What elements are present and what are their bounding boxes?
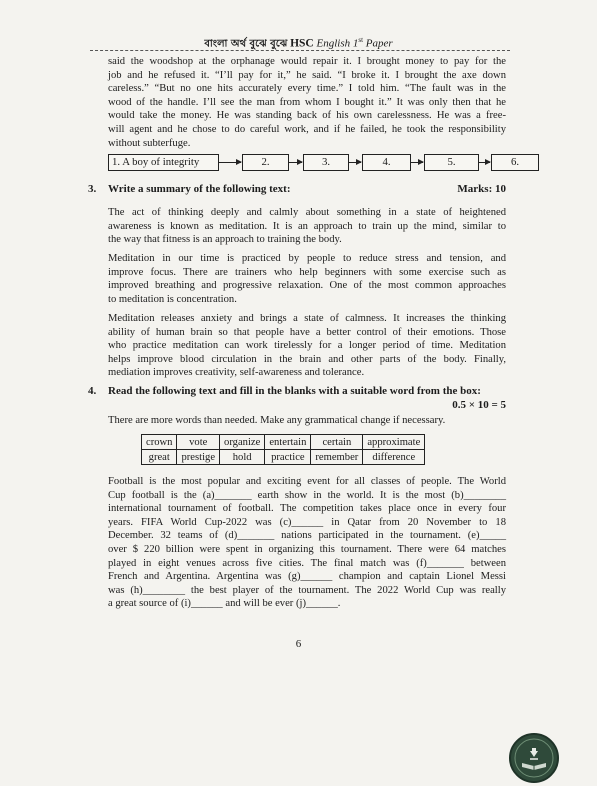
top-line: job and he refused it. “I’ll pay for it,” he said. “I broke it. I brought the axe down <box>108 69 506 81</box>
word-cell: great <box>142 450 177 465</box>
word-cell: difference <box>363 450 425 465</box>
q3-number: 3. <box>88 183 97 195</box>
page-number: 6 <box>295 638 302 650</box>
q4-note-text: There are more words than needed. Make any grammatical change if necessary. <box>108 415 446 426</box>
flow-arrow <box>411 162 423 163</box>
page-header <box>0 36 597 54</box>
word-cell: crown <box>142 435 177 450</box>
word-cell: remember <box>311 450 363 465</box>
q4-line: Football is the most popular and exciting event for all classes of people. The World <box>108 476 506 487</box>
q3-line: mediation improves creativity, self-awareness and tolerance. <box>108 367 365 379</box>
flow-box-1: 1. A boy of integrity <box>108 154 219 171</box>
q4-line: a great source of (i)______ and will be ever (j)______. <box>108 598 341 610</box>
top-line: will agent and he chose to do careful work, and if he failed, he took the responsibility <box>108 123 506 135</box>
flow-arrow <box>479 162 490 163</box>
top-line: said the woodshop at the orphanage would repair it. I brought money to pay for the <box>108 56 506 67</box>
q3-line: Meditation in our time is practiced by people to reduce stress and tension, and <box>108 253 506 264</box>
q3-line: improved breathing and progressive relaxation. One of the most common approaches <box>108 280 506 292</box>
word-cell: entertain <box>265 435 311 450</box>
word-cell: vote <box>177 435 220 450</box>
q4-passage <box>108 475 506 611</box>
word-cell: organize <box>220 435 265 450</box>
q3-line: ability of human brain so that people have a better control of their emotions. Those <box>108 326 506 338</box>
q4-line: December. 32 teams of (d)_______ nations participated in the tournament. (e)_____ <box>108 530 506 542</box>
word-cell: approximate <box>363 435 425 450</box>
header-bengali: বাংলা অর্থ বুঝে বুঝে <box>204 38 288 50</box>
q3-marks: Marks: 10 <box>457 183 506 195</box>
word-cell: certain <box>311 435 363 450</box>
word-box-row <box>142 435 425 450</box>
flow-arrow <box>289 162 302 163</box>
word-cell: practice <box>265 450 311 465</box>
q4-line: played in eight venues across five cities. The final match was (f)_______ between <box>108 557 506 569</box>
top-paragraph <box>108 55 506 150</box>
q4-line: French and Argentina. Argentina was (g)______ champion and captain Lionel Messi <box>108 571 506 583</box>
header-english: English 1 <box>316 37 359 50</box>
q4-note <box>108 414 506 428</box>
header-rule <box>90 50 510 51</box>
flow-chain <box>108 154 520 171</box>
q4-marks: 0.5 × 10 = 5 <box>452 399 506 411</box>
word-box <box>141 434 425 465</box>
publisher-logo <box>509 733 559 783</box>
book-icon <box>511 735 557 781</box>
header-paper: Paper <box>365 37 393 50</box>
q3-line: Meditation releases anxiety and brings a state of calmness. It increases the thinking <box>108 313 506 324</box>
top-line: wood of the handle. I’ll see the man from whom I bought it.” It was only then that he <box>108 96 506 108</box>
header-ordinal: st <box>358 36 364 44</box>
word-cell: prestige <box>177 450 220 465</box>
q4-instruction: Read the following text and fill in the blanks with a suitable word from the box: <box>108 385 481 397</box>
q3-line: helps improve blood circulation in the brain and other parts of the body. Finally, <box>108 353 506 365</box>
q4-line: was (h)________ the best player of the tournament. The 2022 World Cup was really <box>108 584 506 596</box>
flow-box-6: 6. <box>491 154 539 171</box>
q3-line: to meditation is concentration. <box>108 293 237 305</box>
top-line: would take the money. He was standing back of his own carelessness. He was a free- <box>108 110 506 122</box>
header-hsc: HSC <box>290 37 314 50</box>
q3-line: improve focus. There are trainers who help beginners with some exercise such as <box>108 266 506 278</box>
q4-line: over $ 220 billion were spent in organizing this tournament. There were 64 matches <box>108 543 506 555</box>
q3-paragraph-2 <box>108 252 506 306</box>
flow-box-3: 3. <box>303 154 349 171</box>
q3-instruction: Write a summary of the following text: <box>108 183 291 195</box>
top-line: without subterfuge. <box>108 137 191 149</box>
q3-line: awareness is known as meditation. It is an approach to train up the mind, similar to <box>108 220 506 232</box>
q4-number: 4. <box>88 385 97 397</box>
q4-line: Cup football is the (a)_______ earth show in the world. It is the most (b)________ <box>108 489 506 501</box>
word-box-row <box>142 450 425 465</box>
q4-line: international tournament of football. The competition takes place once in every four <box>108 503 506 515</box>
flow-arrow <box>218 162 241 163</box>
flow-box-4: 4. <box>362 154 411 171</box>
q3-paragraph-1 <box>108 206 506 247</box>
q3-line: The act of thinking deeply and calmly about something in a state of heightened <box>108 207 506 218</box>
q4-line: years. FIFA World Cup-2022 was (c)______ in Qatar from 20 November to 18 <box>108 516 506 528</box>
word-cell: hold <box>220 450 265 465</box>
q3-line: the way that fitness is an approach to training the body. <box>108 234 342 246</box>
flow-box-2: 2. <box>242 154 289 171</box>
top-line: careless.” “But no one hits accurately every time.” I told him. “The fault was in the <box>108 83 506 95</box>
flow-box-5: 5. <box>424 154 479 171</box>
q3-line: who practice meditation can work tirelessly for a longer period of time. Meditation <box>108 340 506 352</box>
flow-arrow <box>349 162 361 163</box>
q3-paragraph-3 <box>108 312 506 380</box>
